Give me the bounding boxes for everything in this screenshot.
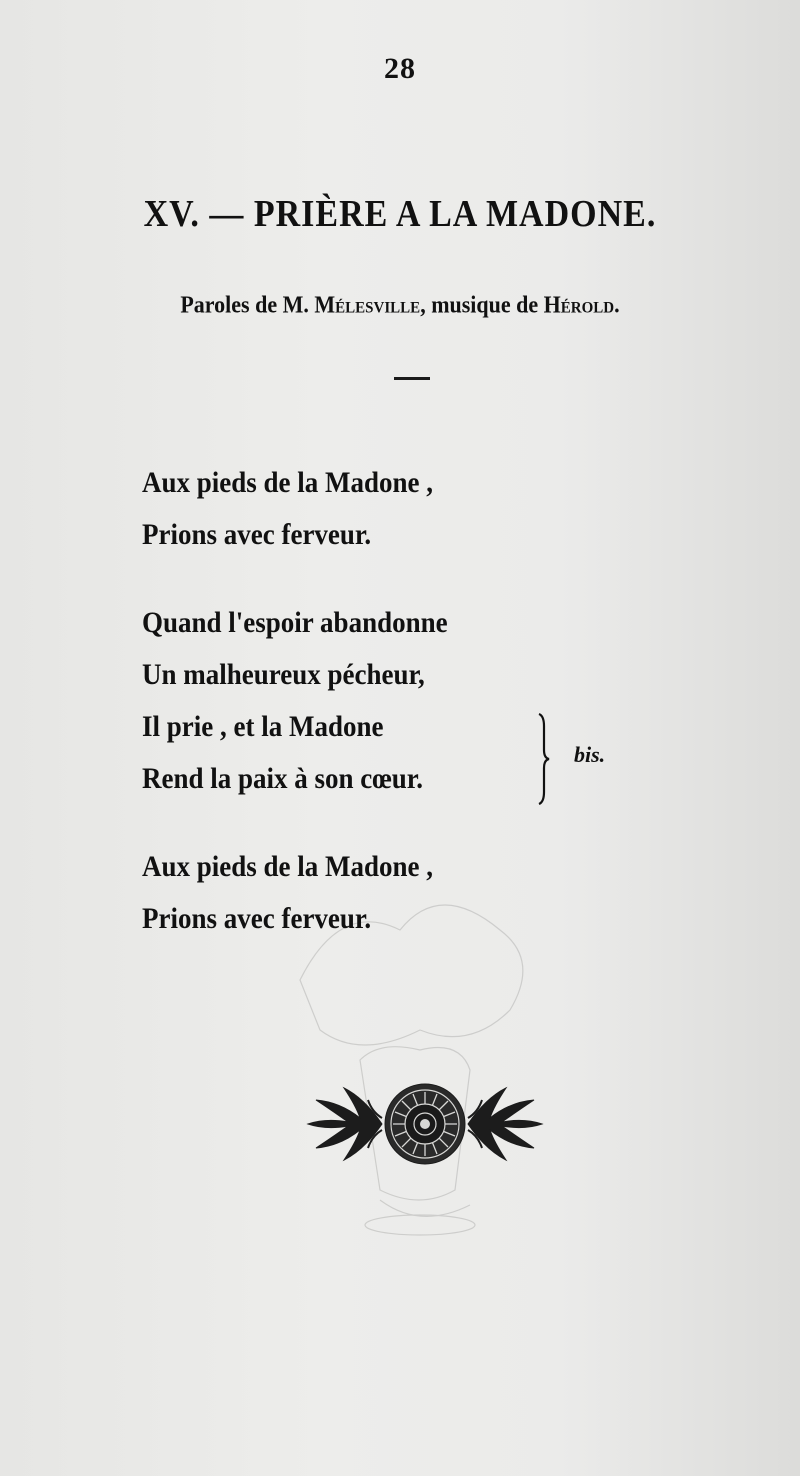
- song-title: XV. — PRIÈRE A LA MADONE.: [143, 193, 657, 236]
- lyric-line: Il prie , et la Madone: [142, 709, 384, 743]
- lyric-line: Aux pieds de la Madone ,: [142, 465, 434, 499]
- lyric-line: Prions avec ferveur.: [142, 901, 372, 935]
- lyric-line: Un malheureux pécheur,: [142, 657, 425, 691]
- song-credits: [0, 291, 800, 319]
- lyric-line: Quand l'espoir abandonne: [142, 605, 448, 639]
- stanza-2: [142, 596, 662, 804]
- credits-suffix: .: [614, 290, 620, 318]
- stanza-1: [142, 456, 662, 560]
- composer-name: Hérold: [543, 290, 615, 318]
- lyrics: [142, 456, 662, 944]
- right-brace-icon: [536, 712, 550, 806]
- section-rule: [394, 377, 430, 380]
- stanza-3: [142, 840, 662, 944]
- page-number: 28: [384, 52, 416, 85]
- repeat-marker: bis.: [574, 742, 606, 767]
- credits-prefix: Paroles de M.: [180, 290, 309, 318]
- lyric-line: Prions avec ferveur.: [142, 517, 372, 551]
- credits-middle: , musique de: [420, 290, 539, 318]
- lyric-line: Rend la paix à son cœur.: [142, 761, 424, 795]
- lyric-line: Aux pieds de la Madone ,: [142, 849, 434, 883]
- lyricist-name: Mélesville: [314, 290, 421, 318]
- palmette-rosette-ornament-icon: [304, 1078, 546, 1170]
